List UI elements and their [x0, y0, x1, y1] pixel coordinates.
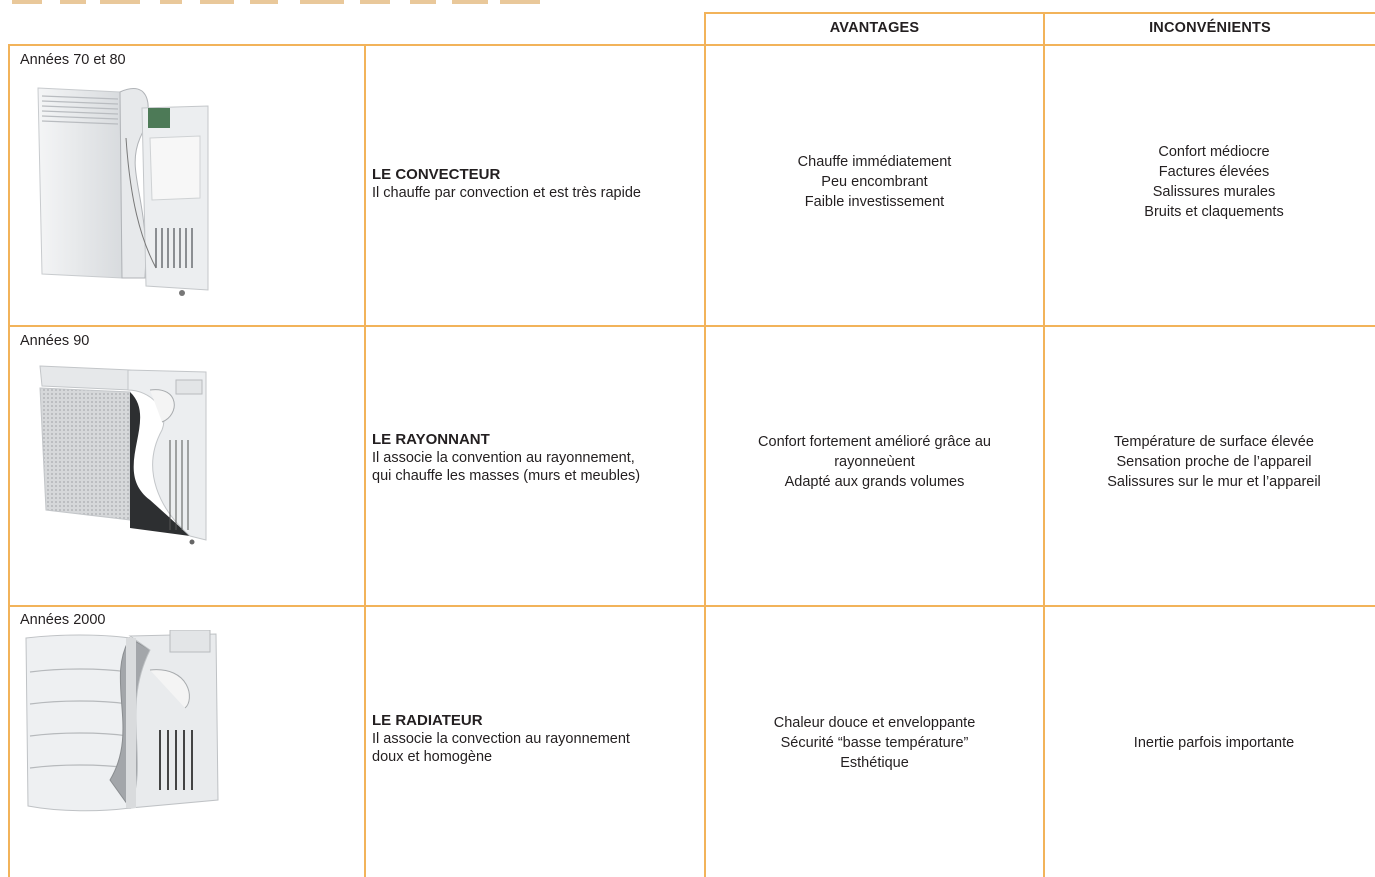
- radiator-heater-cutaway-image: [20, 630, 230, 820]
- heater-description: Il associe la convection au rayonnement: [372, 731, 630, 747]
- heater-description: qui chauffe les masses (murs et meubles): [372, 468, 641, 484]
- header-disadvantages: INCONVÉNIENTS: [1149, 19, 1271, 36]
- era-label: Années 70 et 80: [20, 52, 126, 68]
- advantage-item: Peu encombrant: [821, 174, 928, 190]
- heater-description: doux et homogène: [372, 749, 493, 765]
- heater-type-radiator: [372, 712, 702, 766]
- disadvantages-cell: [1045, 733, 1375, 753]
- advantages-cell: [706, 152, 1043, 212]
- disadvantage-item: Factures élevées: [1158, 164, 1270, 180]
- advantage-item: Esthétique: [840, 755, 909, 771]
- heater-type-convector: [372, 166, 702, 202]
- advantage-item: Chauffe immédiatement: [797, 154, 952, 170]
- advantage-item: rayonneùent: [834, 454, 915, 470]
- era-label: Années 2000: [20, 612, 106, 628]
- disadvantage-item: Bruits et claquements: [1144, 204, 1284, 220]
- disadvantages-cell: [1045, 142, 1375, 222]
- heater-title: LE RAYONNANT: [372, 431, 490, 448]
- era-label: Années 90: [20, 333, 90, 349]
- advantages-cell: [706, 713, 1043, 773]
- disadvantage-item: Inertie parfois importante: [1133, 735, 1295, 751]
- column-divider: [8, 44, 10, 877]
- advantage-item: Confort fortement amélioré grâce au: [758, 434, 991, 450]
- cropped-heading-fragment: [0, 0, 560, 8]
- convector-heater-cutaway-image: [30, 78, 230, 308]
- disadvantage-item: Confort médiocre: [1158, 144, 1270, 160]
- column-divider: [364, 44, 366, 877]
- header-advantages: AVANTAGES: [829, 19, 920, 36]
- disadvantages-cell: [1045, 432, 1375, 492]
- row-divider: [8, 605, 1375, 607]
- heater-title: LE CONVECTEUR: [372, 166, 501, 183]
- heater-title: LE RADIATEUR: [372, 712, 483, 729]
- advantage-item: Sécurité “basse température”: [780, 735, 969, 751]
- radiant-heater-cutaway-image: [30, 360, 230, 550]
- disadvantage-item: Sensation proche de l’appareil: [1116, 454, 1312, 470]
- heater-description: Il associe la convention au rayonnement,: [372, 450, 635, 466]
- advantage-item: Faible investissement: [804, 194, 945, 210]
- disadvantage-item: Température de surface élevée: [1114, 434, 1314, 450]
- row-divider: [8, 325, 1375, 327]
- heater-type-radiant: [372, 431, 702, 485]
- heater-description: Il chauffe par convection et est très rapide: [372, 185, 641, 201]
- advantage-item: Chaleur douce et enveloppante: [773, 715, 976, 731]
- disadvantage-item: Salissures murales: [1152, 184, 1276, 200]
- row-divider: [8, 44, 1375, 46]
- disadvantage-item: Salissures sur le mur et l’appareil: [1107, 474, 1321, 490]
- advantages-cell: [706, 432, 1043, 492]
- advantage-item: Adapté aux grands volumes: [784, 474, 965, 490]
